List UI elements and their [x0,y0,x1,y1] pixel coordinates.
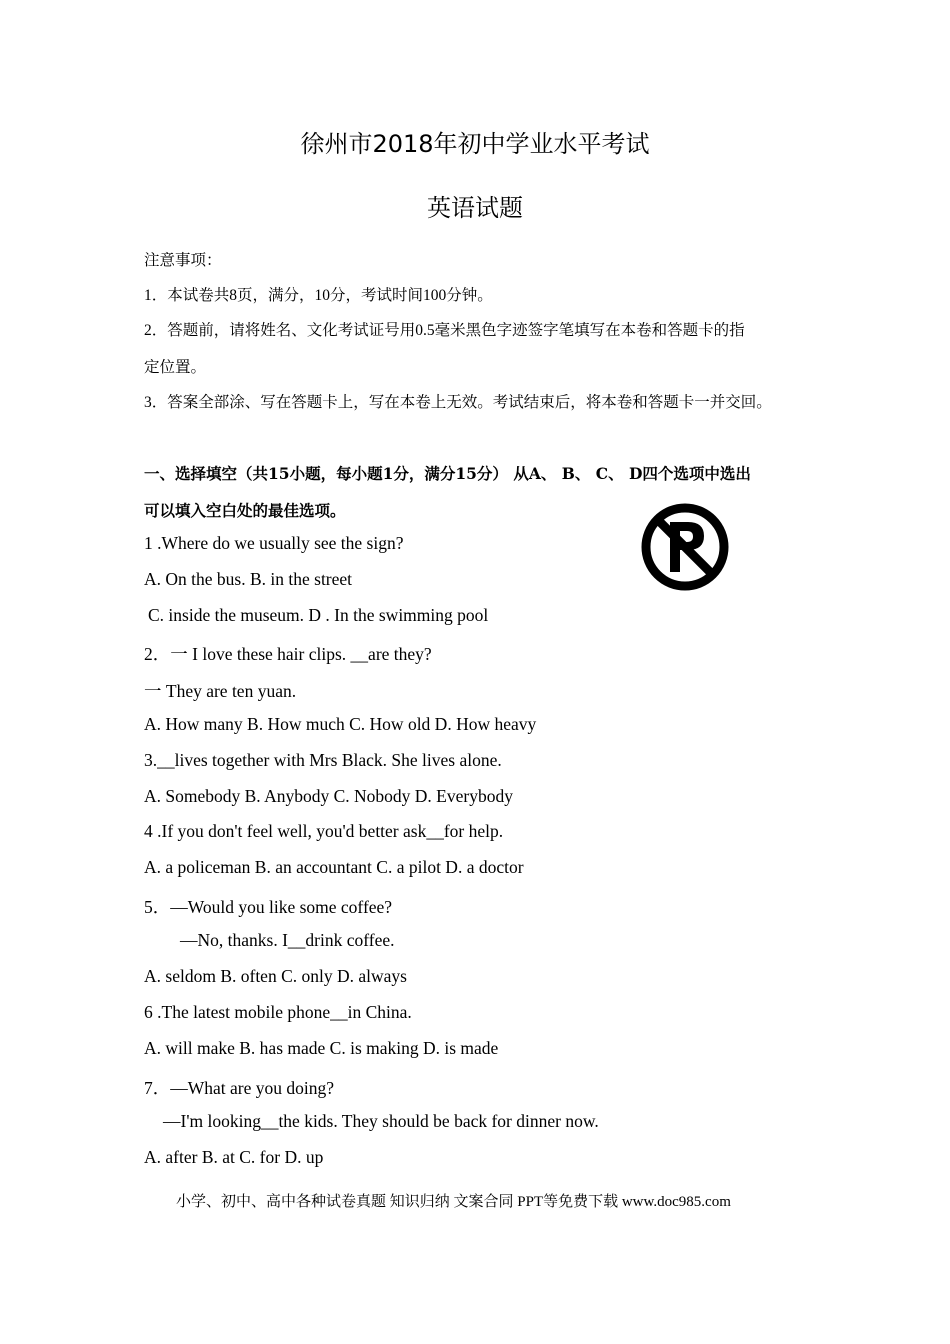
section-heading-cont: 可以填入空白处的最佳选项。 [144,501,346,520]
question-2: 2．一 I love these hair clips. __are they? [144,644,432,664]
exam-title: 徐州市2018年初中学业水平考试 [300,130,650,158]
question-7-options: A. after B. at C. for D. up [144,1147,324,1167]
question-4: 4 .If you don't feel well, you'd better ask__for help. [144,821,504,841]
question-1-options-cont: C. inside the museum. D . In the swimming pool [148,605,489,625]
question-3-options: A. Somebody B. Anybody C. Nobody D. Everybody [144,786,513,806]
question-2-options: A. How many B. How much C. How old D. How heavy [144,714,537,734]
notes-heading: 注意事项： [144,252,222,269]
note-item-2: 2．答题前，请将姓名、文化考试证号用0.5毫米黑色字迹签字笔填写在本卷和答题卡的指 [144,322,745,339]
section-heading: 一、选择填空（共15小题，每小题1分，满分15分） 从A、 B、 C、 D四个选项中选出 [144,464,751,483]
question-1-options: A. On the bus. B. in the street [144,569,353,589]
note-item-2-cont: 定位置。 [144,359,207,376]
question-5: 5．—Would you like some coffee? [144,897,393,917]
question-4-options: A. a policeman B. an accountant C. a pilot D. a doctor [144,857,524,877]
question-2-reply: 一 They are ten yuan. [144,681,297,701]
question-7: 7．—What are you doing? [144,1078,335,1098]
question-3: 3.__lives together with Mrs Black. She lives alone. [144,750,502,770]
note-item-3: 3．答案全部涂、写在答题卡上，写在本卷上无效。考试结束后，将本卷和答题卡一并交回。 [144,394,772,411]
footer-text: 小学、初中、高中各种试卷真题 知识归纳 文案合同 PPT等免费下载 www.doc985.com [176,1194,731,1210]
question-1: 1 .Where do we usually see the sign? [144,533,404,553]
question-6-options: A. will make B. has made C. is making D. is made [144,1038,499,1058]
question-6: 6 .The latest mobile phone__in China. [144,1002,412,1022]
question-7-reply: —I'm looking__the kids. They should be back for dinner now. [163,1111,599,1131]
question-5-reply: —No, thanks. I__drink coffee. [180,930,395,950]
question-5-options: A. seldom B. often C. only D. always [144,966,407,986]
note-item-1: 1．本试卷共8页，满分，10分，考试时间100分钟。 [144,287,493,304]
exam-subtitle: 英语试题 [427,194,523,222]
no-parking-sign-icon [640,502,730,592]
